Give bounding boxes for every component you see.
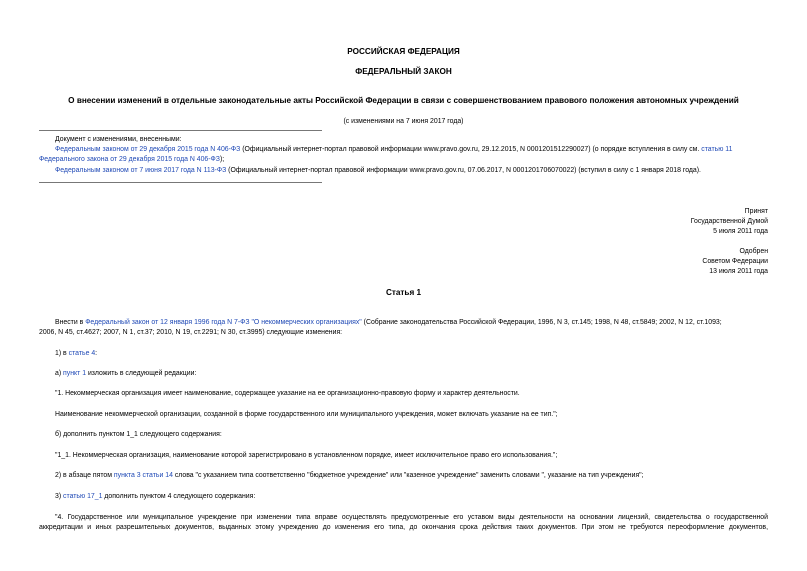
edition-note: (с изменениями на 7 июня 2017 года) — [343, 118, 464, 125]
link-law-406[interactable]: Федеральным законом от 29 декабря 2015 года N 406-ФЗ — [55, 146, 241, 153]
link-law-113[interactable]: Федеральным законом от 7 июня 2017 года N 113-ФЗ — [55, 167, 227, 174]
accepted-date: 5 июля 2011 года — [713, 228, 768, 235]
item-1a — [55, 370, 196, 377]
header-country: РОССИЙСКАЯ ФЕДЕРАЦИЯ — [347, 47, 460, 56]
link-article-14[interactable]: пункта 3 статьи 14 — [113, 472, 173, 479]
paragraph-intro — [55, 319, 722, 326]
quote-4-line2: аккредитации и иных разрешительных документов, выданных этому учреждению до изменения его типа, до окончания срока действия таких документов. При этом не требуются переоформление документов, — [39, 524, 768, 531]
item-1a-post: изложить в следующей редакции: — [86, 370, 197, 377]
link-article-11[interactable]: статью 11 — [701, 146, 733, 153]
item-3-post: дополнить пунктом 4 следующего содержания: — [102, 493, 256, 500]
accepted-by: Государственной Думой — [690, 218, 768, 225]
changes-item-2-text: (Официальный интернет-портал правовой информации www.pravo.gov.ru, 07.06.2017, N 0001201706070022) (вступил в силу с 1 января 2018 года). — [226, 167, 701, 174]
paragraph-intro-rest: (Собрание законодательства Российской Федерации, 1996, N 3, ст.145; 1998, N 48, ст.5849; 2002, N 12, ст.1093; — [361, 319, 722, 326]
approved-by: Советом Федерации — [702, 258, 768, 265]
item-1a-pre: а) — [55, 370, 64, 377]
item-2-pre: 2) в абзаце пятом — [55, 472, 114, 479]
changes-item-1-text: (Официальный интернет-портал правовой информации www.pravo.gov.ru, 29.12.2015, N 0001201512290027) (о порядке вступления в силу см. — [240, 146, 700, 153]
header-doc-type: ФЕДЕРАЛЬНЫЙ ЗАКОН — [355, 67, 452, 76]
changes-item-1-cont — [39, 156, 224, 163]
changes-item-1-end: ); — [219, 156, 225, 163]
approved-label: Одобрен — [739, 248, 768, 255]
link-article-17-1[interactable]: статью 17_1 — [63, 493, 103, 500]
link-nko-law[interactable]: "О некоммерческих организациях" — [251, 319, 362, 326]
quote-2: Наименование некоммерческой организации, созданной в форме государственного или муниципального учреждения, может включать указание на ее тип."; — [55, 411, 558, 418]
link-point-1[interactable]: пункт 1 — [63, 370, 87, 377]
changes-item-1 — [55, 146, 732, 153]
divider-top — [39, 130, 322, 131]
paragraph-intro-line2: 2006, N 45, ст.4627; 2007, N 1, ст.37; 2010, N 19, ст.2291; N 30, ст.3995) следующие изменения: — [39, 329, 343, 336]
item-2-post: слова "с указанием типа соответственно "бюджетное учреждение" или "казенное учреждение" заменить словами ", указание на тип учреждения"; — [172, 472, 644, 479]
item-3-pre: 3) — [55, 493, 64, 500]
item-2 — [55, 472, 644, 479]
divider-bottom — [39, 182, 322, 183]
item-1-post: : — [95, 350, 98, 357]
quote-1: "1. Некоммерческая организация имеет наименование, содержащее указание на ее организационно-правовую форму и характер деятельности. — [55, 390, 520, 397]
item-1 — [55, 350, 97, 357]
changes-item-2 — [55, 167, 701, 174]
item-1-pre: 1) в — [55, 350, 69, 357]
page-title: О внесении изменений в отдельные законодательные акты Российской Федерации в связи с совершенствованием правового положения автономных учреждений — [68, 96, 739, 105]
item-3 — [55, 493, 255, 500]
article-heading: Статья 1 — [385, 288, 422, 297]
paragraph-intro-pre: Внести в — [55, 319, 86, 326]
quote-3: "1_1. Некоммерческая организация, наименование которой зарегистрировано в установленном порядке, имеет исключительное право его использования."; — [55, 452, 558, 459]
link-law-7fz[interactable]: Федеральный закон от 12 января 1996 года N 7-ФЗ — [85, 319, 250, 326]
link-article-4[interactable]: статье 4 — [68, 350, 96, 357]
changes-intro: Документ с изменениями, внесенными: — [55, 136, 182, 143]
approved-date: 13 июля 2011 года — [709, 268, 768, 275]
quote-4-line1: "4. Государственное или муниципальное учреждение при изменении типа вправе осуществлять предусмотренные его уставом виды деятельности на основании лицензий, свидетельства о государственной — [55, 514, 768, 521]
item-1b: б) дополнить пунктом 1_1 следующего содержания: — [55, 431, 222, 438]
accepted-label: Принят — [744, 208, 768, 215]
link-law-406-2[interactable]: Федерального закона от 29 декабря 2015 года N 406-ФЗ — [39, 156, 220, 163]
